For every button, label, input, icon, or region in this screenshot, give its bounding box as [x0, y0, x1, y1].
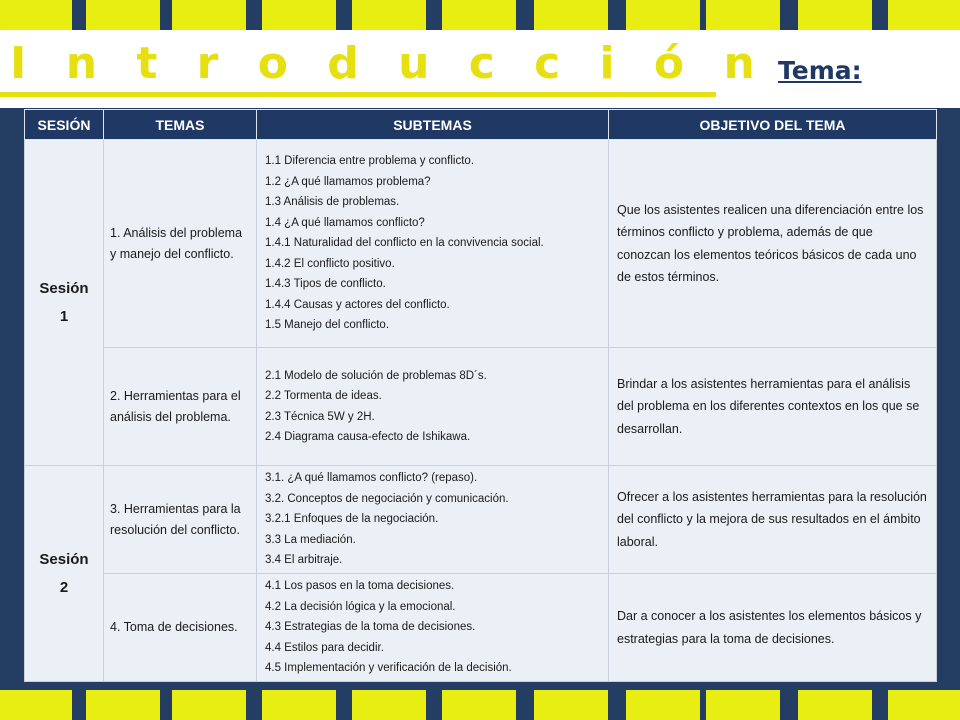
yellow-block	[352, 690, 426, 720]
subtopic-item: 2.4 Diagrama causa-efecto de Ishikawa.	[265, 431, 471, 443]
top-decorative-band	[0, 0, 960, 30]
subtopic-item: 1.3 Análisis de problemas.	[265, 196, 400, 209]
yellow-block	[626, 690, 700, 720]
agenda-table	[24, 109, 937, 682]
subtopic-item: 4.4 Estilos para decidir.	[265, 641, 384, 654]
column-header-temas: TEMAS	[104, 110, 257, 140]
yellow-block	[262, 0, 336, 30]
table-row	[25, 574, 937, 682]
yellow-block	[86, 690, 160, 720]
session-label: Sesión	[39, 550, 89, 568]
subtopic-item: 1.4.3 Tipos de conflicto.	[265, 278, 386, 291]
subtopic-item: 2.1 Modelo de solución de problemas 8D´s.	[265, 369, 487, 382]
objective-cell: Brindar a los asistentes herramientas para el análisis del problema en los diferentes contextos en los que se desarrollan.	[609, 348, 937, 466]
page-title: I n t r o d u c c i ó n	[10, 38, 767, 89]
column-header-sesion: SESIÓN	[25, 110, 104, 140]
subtopic-item: 1.1 Diferencia entre problema y conflicto.	[265, 155, 475, 168]
yellow-block	[888, 0, 960, 30]
objective-cell: Dar a conocer a los asistentes los elementos básicos y estrategias para la toma de decisiones.	[609, 574, 937, 682]
session-label: Sesión	[39, 279, 89, 297]
session-number: 2	[59, 578, 69, 596]
yellow-block	[798, 690, 872, 720]
session-number: 1	[59, 307, 69, 325]
subtopic-item: 3.2. Conceptos de negociación y comunicación.	[265, 492, 509, 505]
yellow-block	[352, 0, 426, 30]
title-bar	[0, 30, 960, 108]
subtopic-item: 1.4.1 Naturalidad del conflicto en la convivencia social.	[265, 237, 544, 250]
objective-cell: Ofrecer a los asistentes herramientas para la resolución del conflicto y la mejora de sus resultados en el ámbito laboral.	[609, 466, 937, 574]
subtopic-item: 2.3 Técnica 5W y 2H.	[265, 410, 375, 423]
table-row	[25, 348, 937, 466]
subtopic-item: 3.3 La mediación.	[265, 533, 356, 546]
column-header-objetivo: OBJETIVO DEL TEMA	[609, 110, 937, 140]
title-underline	[0, 92, 716, 97]
topic-cell: 1. Análisis del problema y manejo del conflicto.	[104, 140, 257, 348]
topic-cell: 2. Herramientas para el análisis del problema.	[104, 348, 257, 466]
yellow-block	[626, 0, 700, 30]
subtopic-item: 1.5 Manejo del conflicto.	[265, 319, 390, 332]
subtopic-item: 1.4.4 Causas y actores del conflicto.	[265, 298, 450, 311]
subtopics-cell	[257, 140, 609, 348]
objective-cell: Que los asistentes realicen una diferenciación entre los términos conflicto y problema, además de que conozcan los elementos teóricos básicos de cada uno de estos términos.	[609, 140, 937, 348]
subtopic-item: 1.4 ¿A qué llamamos conflicto?	[265, 216, 425, 229]
yellow-block	[798, 0, 872, 30]
yellow-block	[172, 690, 246, 720]
yellow-block	[0, 690, 72, 720]
topic-cell: 3. Herramientas para la resolución del conflicto.	[104, 466, 257, 574]
yellow-block	[706, 0, 780, 30]
subtopic-item: 3.4 El arbitraje.	[265, 554, 343, 567]
subtopic-item: 3.1. ¿A qué llamamos conflicto? (repaso).	[265, 472, 478, 485]
yellow-block	[442, 690, 516, 720]
subtopics-cell	[257, 574, 609, 682]
subtopic-item: 4.1 Los pasos en la toma decisiones.	[265, 580, 455, 593]
subtopic-item: 4.3 Estrategias de la toma de decisiones.	[265, 621, 476, 634]
table-row	[25, 466, 937, 574]
bottom-decorative-band	[0, 690, 960, 720]
yellow-block	[706, 690, 780, 720]
subtopics-cell	[257, 466, 609, 574]
subtopic-item: 4.5 Implementación y verificación de la decisión.	[265, 662, 512, 675]
tema-label: Tema:	[778, 56, 862, 85]
column-header-subtemas: SUBTEMAS	[257, 110, 609, 140]
topic-cell: 4. Toma de decisiones.	[104, 574, 257, 682]
subtopic-item: 1.2 ¿A qué llamamos problema?	[265, 175, 431, 188]
subtopics-cell	[257, 348, 609, 466]
yellow-block	[86, 0, 160, 30]
session-cell	[25, 466, 104, 682]
subtopic-item: 1.4.2 El conflicto positivo.	[265, 257, 395, 270]
yellow-block	[888, 690, 960, 720]
subtopic-item: 3.2.1 Enfoques de la negociación.	[265, 513, 439, 526]
yellow-block	[0, 0, 72, 30]
yellow-block	[442, 0, 516, 30]
session-cell	[25, 140, 104, 466]
table-header-row	[25, 110, 937, 140]
table-row	[25, 140, 937, 348]
yellow-block	[534, 0, 608, 30]
yellow-block	[172, 0, 246, 30]
yellow-block	[534, 690, 608, 720]
yellow-block	[262, 690, 336, 720]
subtopic-item: 2.2 Tormenta de ideas.	[265, 390, 382, 402]
subtopic-item: 4.2 La decisión lógica y la emocional.	[265, 600, 456, 613]
